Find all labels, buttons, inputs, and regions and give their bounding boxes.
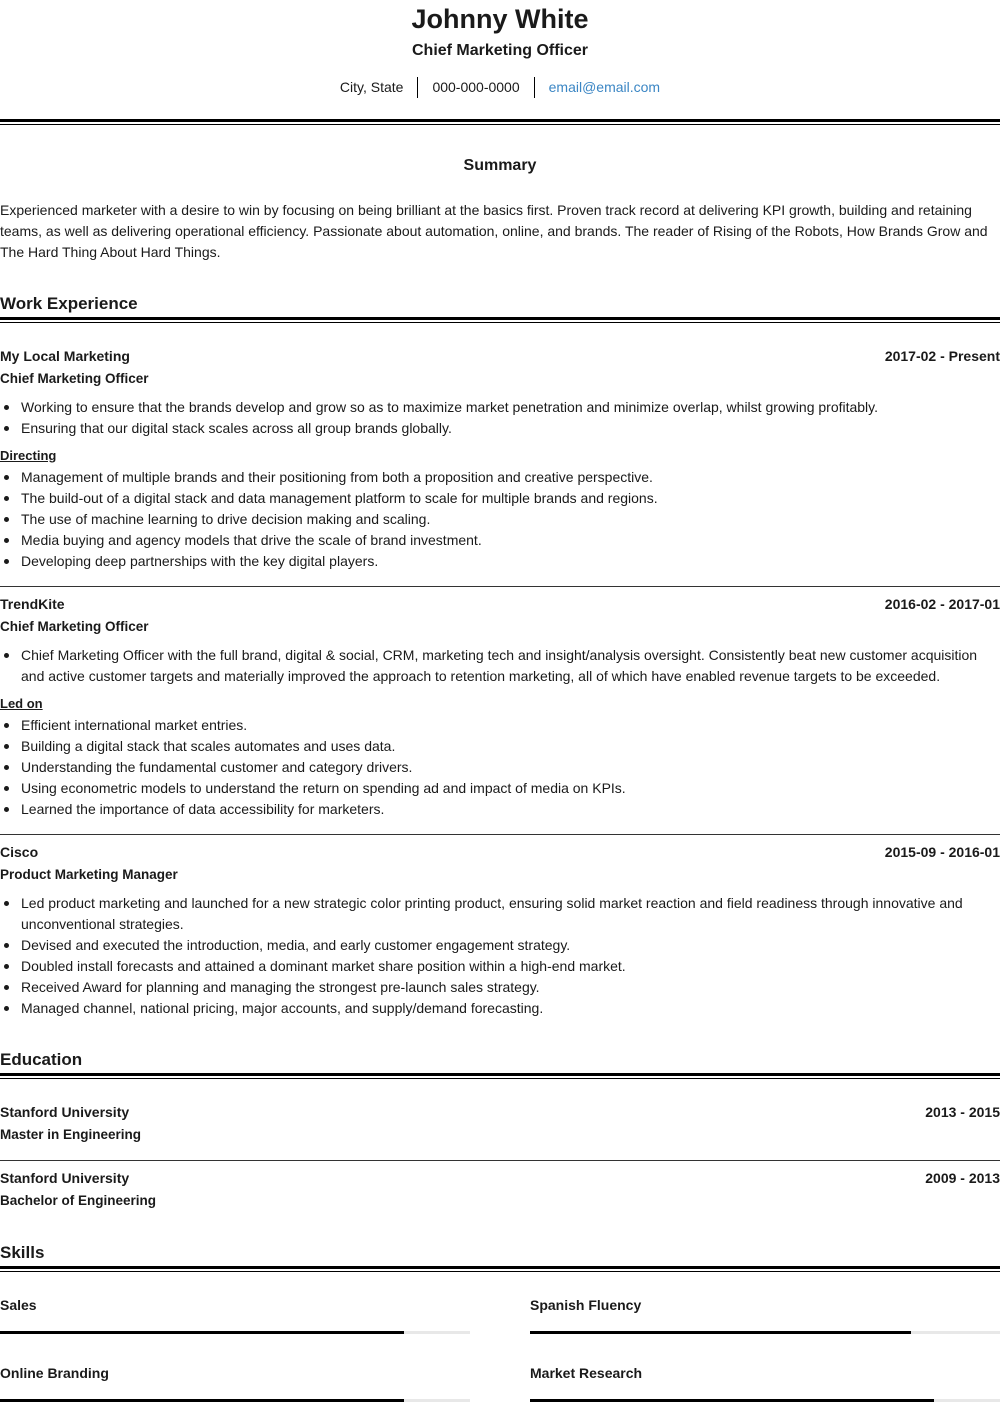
- list-item: Received Award for planning and managing the strongest pre-launch sales strategy.: [0, 977, 1000, 998]
- job-dates: 2015-09 - 2016-01: [884, 844, 1000, 860]
- job-bullets: [0, 645, 1000, 687]
- summary-text: Experienced marketer with a desire to win by focusing on being brilliant at the basics first. Proven track record at delivering KPI growth, building and retaining teams, as well as delivering operational efficiency. Passionate about automation, online, and brands. The reader of Rising of the Robots, How Brands Grow and The Hard Thing About Hard Things.: [0, 202, 988, 260]
- education-dates: 2013 - 2015: [925, 1104, 1000, 1120]
- resume-header: [0, 0, 1000, 99]
- skill-name: Spanish Fluency: [530, 1297, 642, 1313]
- skill-level-fill: [530, 1399, 934, 1402]
- job-header: [0, 348, 1000, 364]
- list-item: The build-out of a digital stack and data management platform to scale for multiple brands and regions.: [0, 488, 1000, 509]
- job-company: Cisco: [0, 844, 39, 860]
- skill-level-fill: [0, 1331, 404, 1334]
- contact-separator: [417, 77, 418, 98]
- contact-info: [0, 75, 1000, 99]
- list-item: Efficient international market entries.: [0, 715, 1000, 736]
- skill-level-bar: [530, 1331, 1000, 1334]
- job-bullets: [0, 893, 1000, 1019]
- skill-level-fill: [530, 1331, 911, 1334]
- skill-level-bar: [530, 1399, 1000, 1402]
- education-school: Stanford University: [0, 1104, 130, 1120]
- list-item: Developing deep partnerships with the key digital players.: [0, 551, 1000, 572]
- job-subheading: Directing: [0, 448, 57, 463]
- education-heading: Education: [0, 1050, 83, 1069]
- candidate-name: Johnny White: [411, 4, 589, 34]
- work-experience-heading: Work Experience: [0, 294, 138, 313]
- list-item: Doubled install forecasts and attained a dominant market share position within a high-end market.: [0, 956, 1000, 977]
- job-company: My Local Marketing: [0, 348, 130, 364]
- skills-heading: Skills: [0, 1243, 45, 1262]
- email-link[interactable]: email@email.com: [548, 79, 661, 95]
- section-divider: [0, 1073, 1000, 1079]
- education-header: [0, 1104, 1000, 1120]
- job-role: Product Marketing Manager: [0, 867, 178, 882]
- job-header: [0, 596, 1000, 612]
- skill-level-bar: [0, 1399, 470, 1402]
- job-bullets: [0, 397, 1000, 439]
- skill-level-bar: [0, 1331, 470, 1334]
- contact-separator: [534, 77, 535, 98]
- list-item: Chief Marketing Officer with the full brand, digital & social, CRM, marketing tech and insight/analysis oversight. Consistently beat new customer acquisition and active customer targets and materially improved the approach to retention marketing, all of which have enabled revenue targets to be exceeded.: [0, 645, 1000, 687]
- list-item: Ensuring that our digital stack scales across all group brands globally.: [0, 418, 1000, 439]
- list-item: Understanding the fundamental customer and category drivers.: [0, 757, 1000, 778]
- list-item: Led product marketing and launched for a new strategic color printing product, ensuring solid market reaction and field readiness through innovative and unconventional strategies.: [0, 893, 1000, 935]
- list-item: Working to ensure that the brands develop and grow so as to maximize market penetration and minimize overlap, whilst growing profitably.: [0, 397, 1000, 418]
- list-item: Management of multiple brands and their positioning from both a proposition and creative perspective.: [0, 467, 1000, 488]
- job-dates: 2017-02 - Present: [884, 348, 1000, 364]
- job-sub-bullets: [0, 467, 1000, 572]
- education-divider: [0, 1160, 1000, 1161]
- job-sub-bullets: [0, 715, 1000, 820]
- education-degree: Bachelor of Engineering: [0, 1193, 157, 1208]
- job-subheading: Led on: [0, 696, 43, 711]
- skill-name: Market Research: [530, 1365, 643, 1381]
- section-divider: [0, 1266, 1000, 1272]
- job-header: [0, 844, 1000, 860]
- header-divider: [0, 119, 1000, 125]
- education-school: Stanford University: [0, 1170, 130, 1186]
- list-item: Managed channel, national pricing, major accounts, and supply/demand forecasting.: [0, 998, 1000, 1019]
- list-item: Media buying and agency models that drive the scale of brand investment.: [0, 530, 1000, 551]
- job-divider: [0, 586, 1000, 587]
- list-item: Devised and executed the introduction, media, and early customer engagement strategy.: [0, 935, 1000, 956]
- summary-heading: Summary: [463, 157, 537, 174]
- location-text: City, State: [339, 79, 404, 95]
- job-role: Chief Marketing Officer: [0, 371, 149, 386]
- education-degree: Master in Engineering: [0, 1127, 142, 1142]
- section-divider: [0, 317, 1000, 323]
- list-item: Building a digital stack that scales automates and uses data.: [0, 736, 1000, 757]
- skill-level-fill: [0, 1399, 404, 1402]
- list-item: Learned the importance of data accessibility for marketers.: [0, 799, 1000, 820]
- list-item: The use of machine learning to drive decision making and scaling.: [0, 509, 1000, 530]
- skill-name: Online Branding: [0, 1365, 109, 1381]
- job-company: TrendKite: [0, 596, 65, 612]
- phone-text: 000-000-0000: [432, 79, 520, 95]
- list-item: Using econometric models to understand the return on spending ad and impact of media on KPIs.: [0, 778, 1000, 799]
- education-header: [0, 1170, 1000, 1186]
- candidate-title: Chief Marketing Officer: [411, 42, 589, 59]
- job-divider: [0, 834, 1000, 835]
- job-dates: 2016-02 - 2017-01: [884, 596, 1000, 612]
- job-role: Chief Marketing Officer: [0, 619, 149, 634]
- education-dates: 2009 - 2013: [925, 1170, 1000, 1186]
- skill-name: Sales: [0, 1297, 37, 1313]
